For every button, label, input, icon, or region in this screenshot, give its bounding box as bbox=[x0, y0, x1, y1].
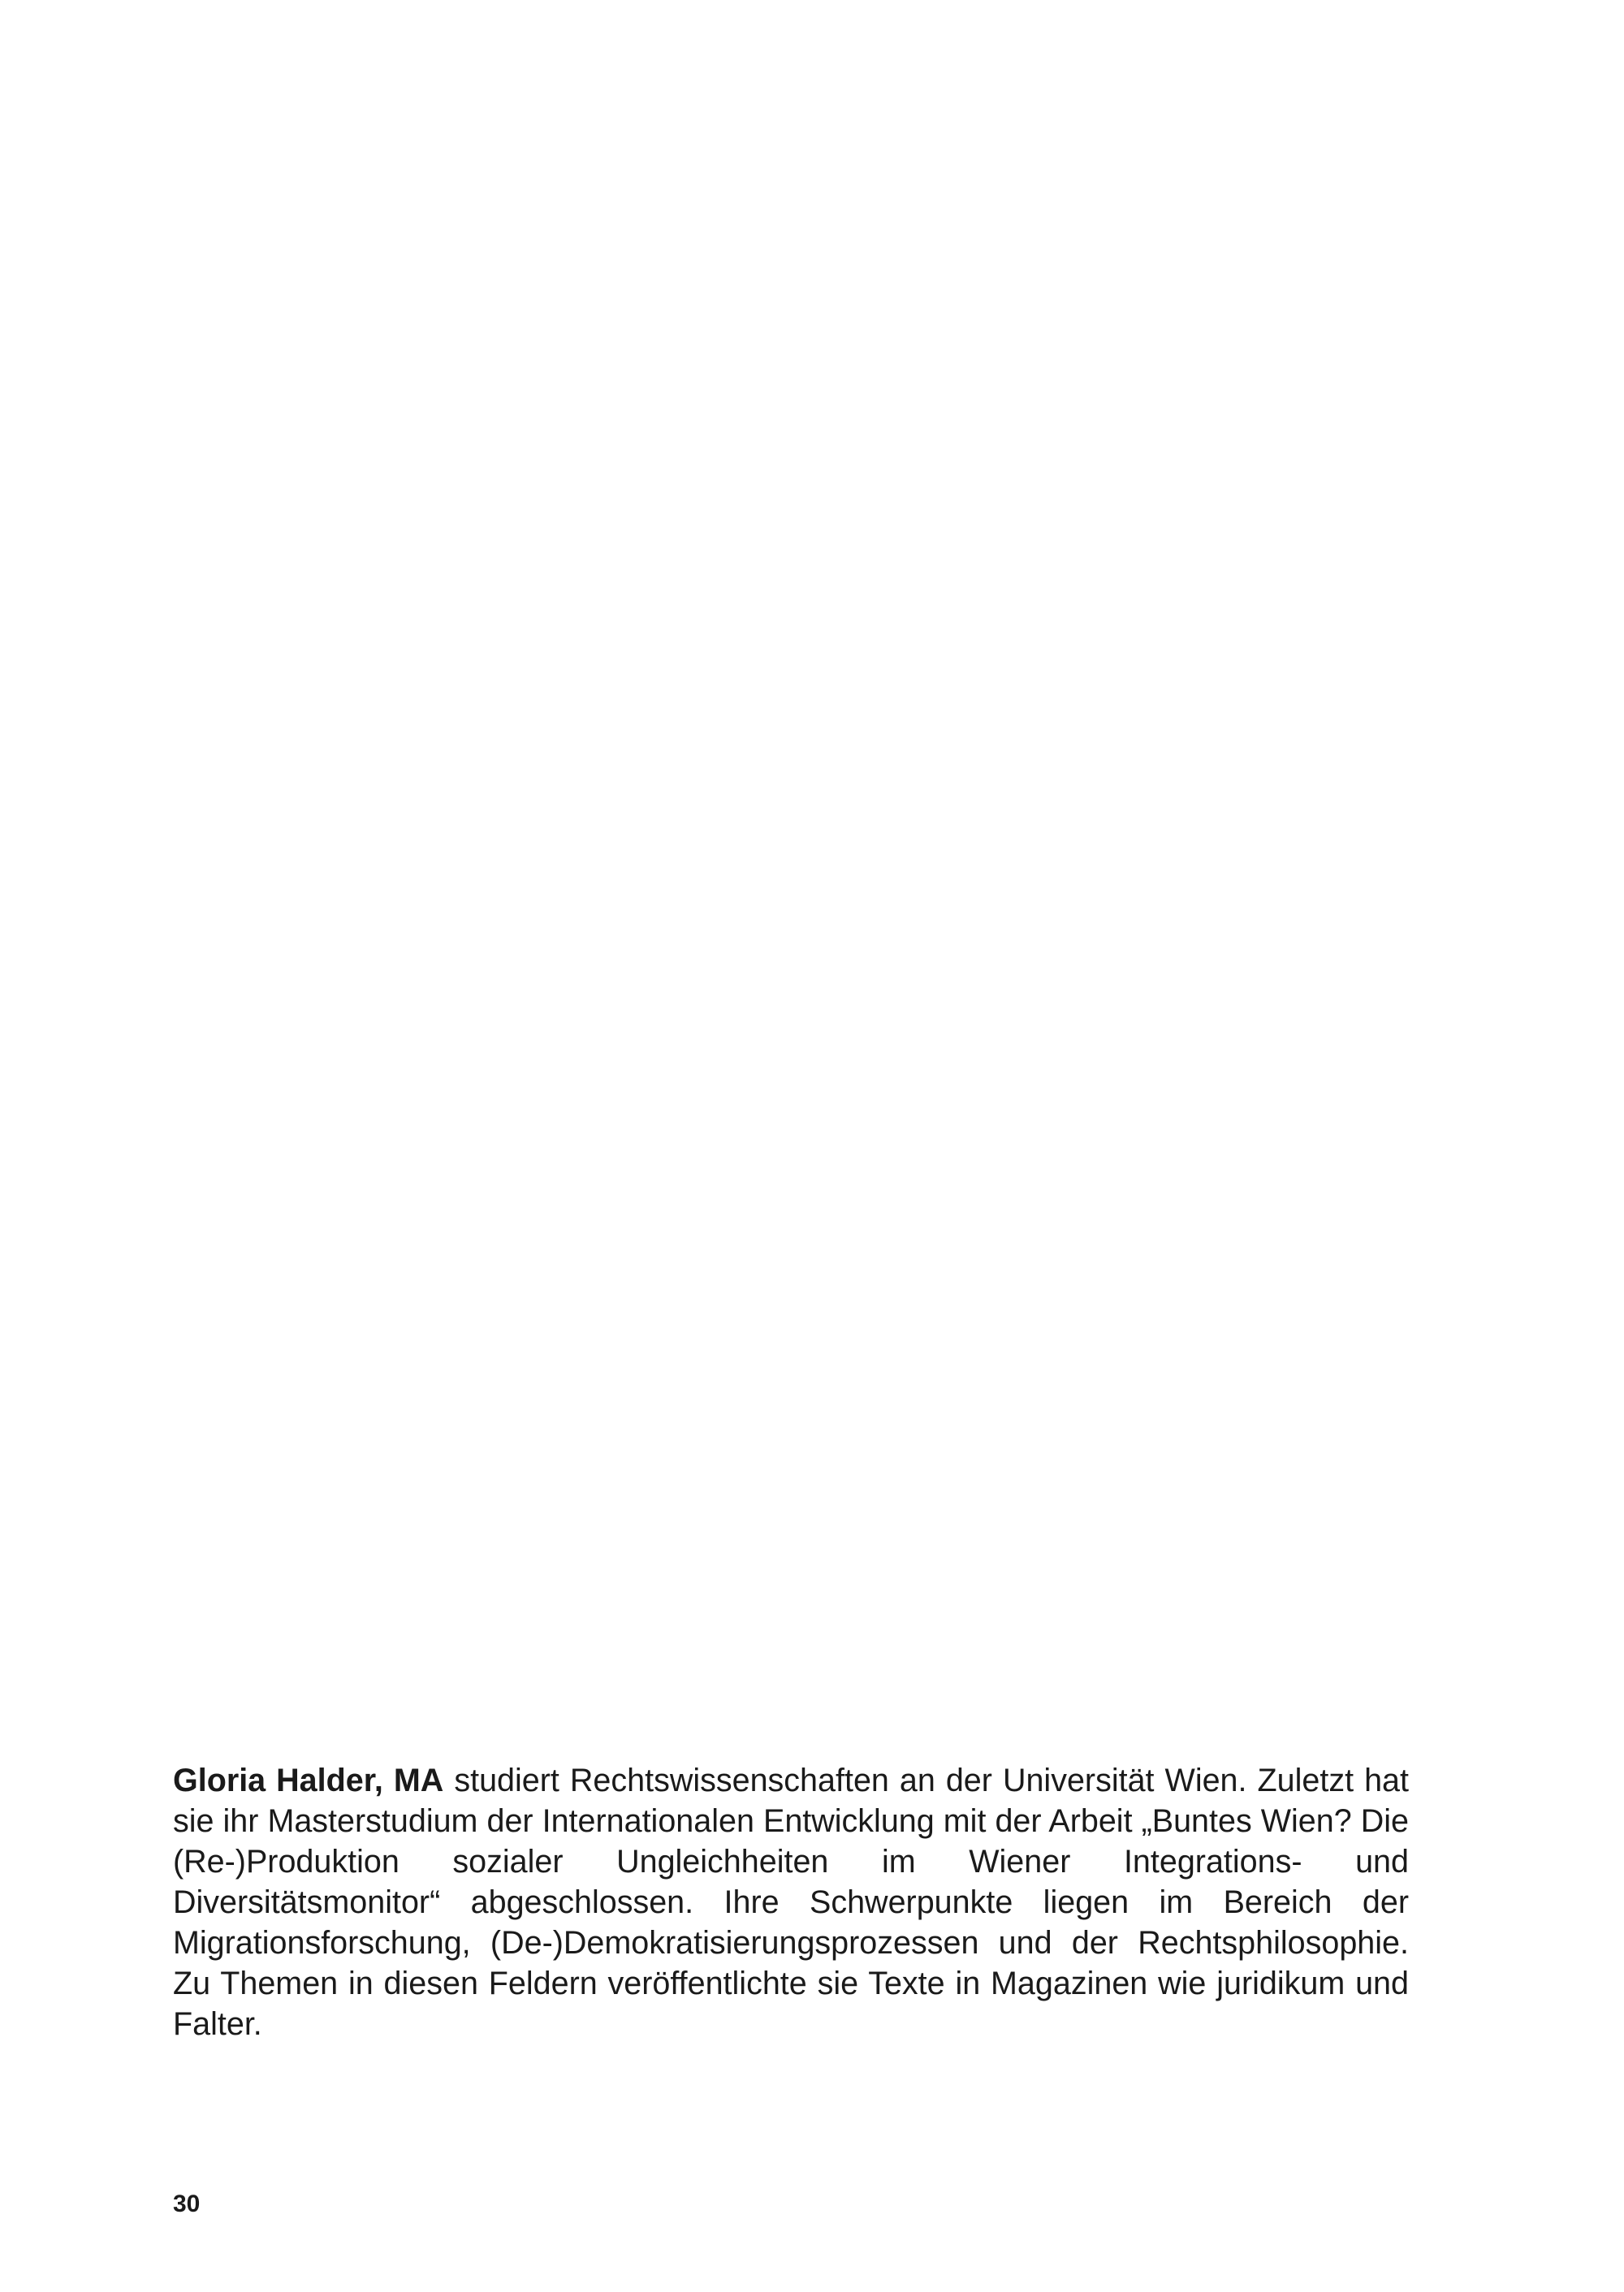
author-bio-text: studiert Rechtswissenschaften an der Universität Wien. Zuletzt hat sie ihr Masterstudium der Internationalen Entwicklung mit der Arbeit „Buntes Wien? Die (Re-)Produktion sozialer Ungleichheiten im Wiener Integrations- und Diversitätsmonitor“ abgeschlossen. Ihre Schwerpunkte liegen im Bereich der Migrationsforschung, (De-)Demokratisierungsprozessen und der Rechtsphilosophie. Zu Themen in diesen Feldern veröffentlichte sie Texte in Magazinen wie juridikum und Falter. bbox=[173, 1763, 1409, 2042]
author-name: Gloria Halder, MA bbox=[173, 1763, 444, 1798]
author-bio bbox=[173, 1760, 1409, 2044]
page-number: 30 bbox=[173, 2191, 201, 2217]
